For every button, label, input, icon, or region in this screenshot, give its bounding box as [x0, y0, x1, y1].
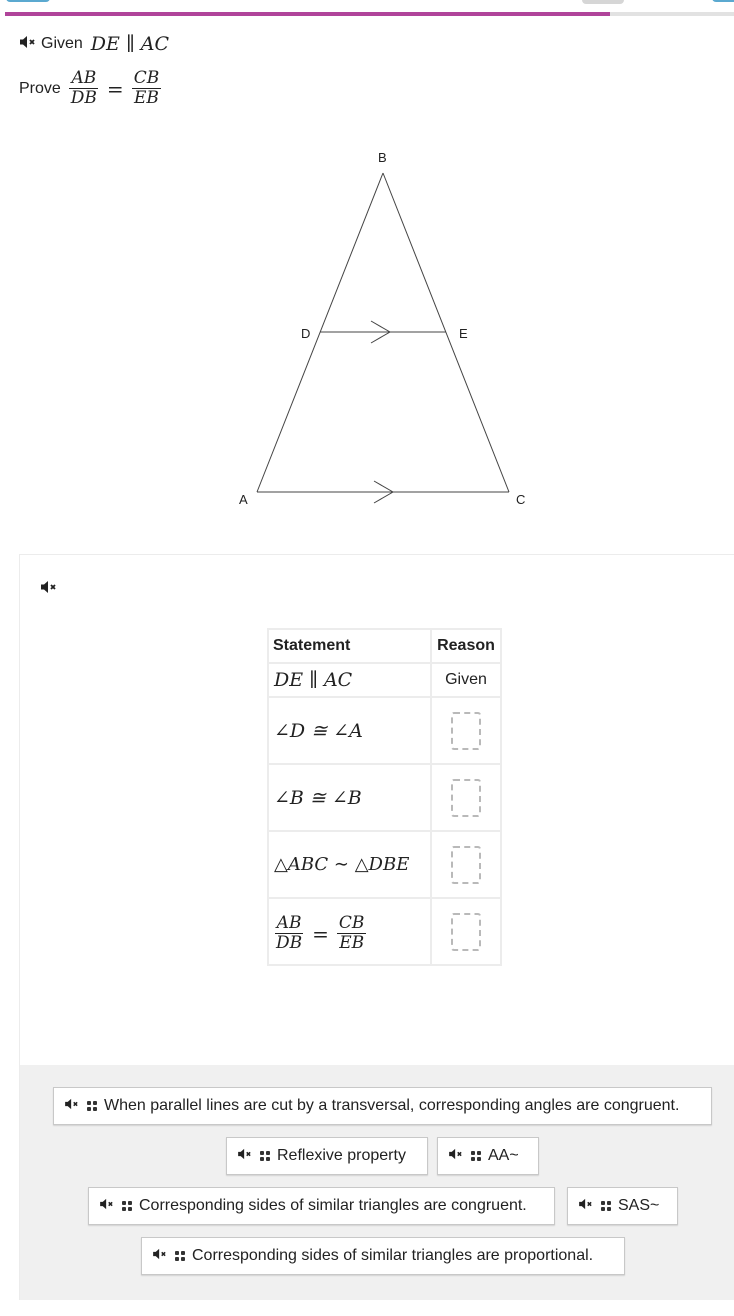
progress-fill — [5, 12, 610, 16]
reason-chip-sas[interactable] — [567, 1187, 678, 1225]
statement-cell — [268, 898, 431, 965]
vertex-label-a: A — [239, 492, 248, 507]
vertex-label-e: E — [459, 326, 468, 341]
speaker-muted-icon[interactable] — [19, 35, 37, 54]
fraction-numerator: AB — [71, 68, 97, 88]
prove-statement — [19, 70, 161, 107]
given-expression: DE ∥ AC — [90, 33, 170, 55]
drag-handle-icon[interactable] — [471, 1151, 481, 1161]
chip-label: SAS~ — [618, 1197, 660, 1214]
chip-label: Corresponding sides of similar triangles are congruent. — [139, 1197, 527, 1214]
statement-cell: DE ∥ AC — [268, 663, 431, 697]
triangle-diagram — [220, 140, 540, 520]
reason-cell: Given — [431, 663, 501, 697]
fraction-denominator: DB — [276, 933, 303, 953]
fraction-numerator: AB — [276, 913, 302, 933]
given-label: Given — [41, 35, 83, 52]
prove-rhs-fraction — [132, 70, 162, 107]
chip-label: When parallel lines are cut by a transversal, corresponding angles are congruent. — [104, 1097, 680, 1114]
top-left-button[interactable] — [6, 0, 50, 2]
statement-rhs-fraction — [337, 915, 367, 952]
top-right-button[interactable] — [712, 0, 734, 2]
proof-row — [268, 831, 501, 898]
reason-drop-target[interactable] — [451, 913, 481, 951]
statement-lhs-fraction — [274, 915, 304, 952]
speaker-muted-icon[interactable] — [152, 1247, 168, 1265]
chip-label: AA~ — [488, 1147, 519, 1164]
proof-row — [268, 697, 501, 764]
speaker-muted-icon[interactable] — [99, 1197, 115, 1215]
drag-handle-icon[interactable] — [601, 1201, 611, 1211]
reason-chip-reflexive[interactable] — [226, 1137, 428, 1175]
speaker-muted-icon[interactable] — [40, 580, 58, 599]
statement-cell: △ABC ∼ △DBE — [268, 831, 431, 898]
given-statement — [19, 33, 169, 55]
reason-chip-aa[interactable] — [437, 1137, 539, 1175]
fraction-denominator: EB — [133, 88, 159, 108]
equals-sign: = — [106, 76, 124, 101]
fraction-numerator: CB — [133, 68, 160, 88]
reason-drop-target[interactable] — [451, 846, 481, 884]
proof-row — [268, 898, 501, 965]
reason-bank — [20, 1065, 734, 1300]
speaker-muted-icon[interactable] — [64, 1097, 80, 1115]
reason-chip-sides-proportional[interactable] — [141, 1237, 625, 1275]
statement-header: Statement — [268, 629, 431, 663]
reason-header: Reason — [431, 629, 501, 663]
drag-handle-icon[interactable] — [87, 1101, 97, 1111]
prove-label: Prove — [19, 79, 61, 97]
speaker-muted-icon[interactable] — [578, 1197, 594, 1215]
fraction-denominator: DB — [70, 88, 97, 108]
vertex-label-d: D — [301, 326, 311, 341]
statement-cell: ∠B ≅ ∠B — [268, 764, 431, 831]
prove-lhs-fraction — [69, 70, 99, 107]
equals-sign: = — [312, 921, 329, 946]
statement-cell: ∠D ≅ ∠A — [268, 697, 431, 764]
proof-panel — [19, 554, 734, 1300]
reason-chip-sides-congruent[interactable] — [88, 1187, 555, 1225]
speaker-muted-icon[interactable] — [237, 1147, 253, 1165]
drag-handle-icon[interactable] — [260, 1151, 270, 1161]
reason-drop-target[interactable] — [451, 779, 481, 817]
proof-table — [267, 628, 502, 966]
chip-label: Corresponding sides of similar triangles are proportional. — [192, 1247, 594, 1264]
top-middle-button[interactable] — [582, 0, 624, 4]
vertex-label-b: B — [378, 150, 387, 165]
chip-label: Reflexive property — [277, 1147, 406, 1164]
speaker-muted-icon[interactable] — [448, 1147, 464, 1165]
drag-handle-icon[interactable] — [175, 1251, 185, 1261]
reason-chip-parallel-lines[interactable] — [53, 1087, 712, 1125]
drag-handle-icon[interactable] — [122, 1201, 132, 1211]
fraction-denominator: EB — [339, 933, 365, 953]
reason-drop-target[interactable] — [451, 712, 481, 750]
vertex-label-c: C — [516, 492, 526, 507]
progress-bar — [5, 12, 734, 16]
proof-row — [268, 764, 501, 831]
fraction-numerator: CB — [338, 913, 365, 933]
proof-row — [268, 663, 501, 697]
